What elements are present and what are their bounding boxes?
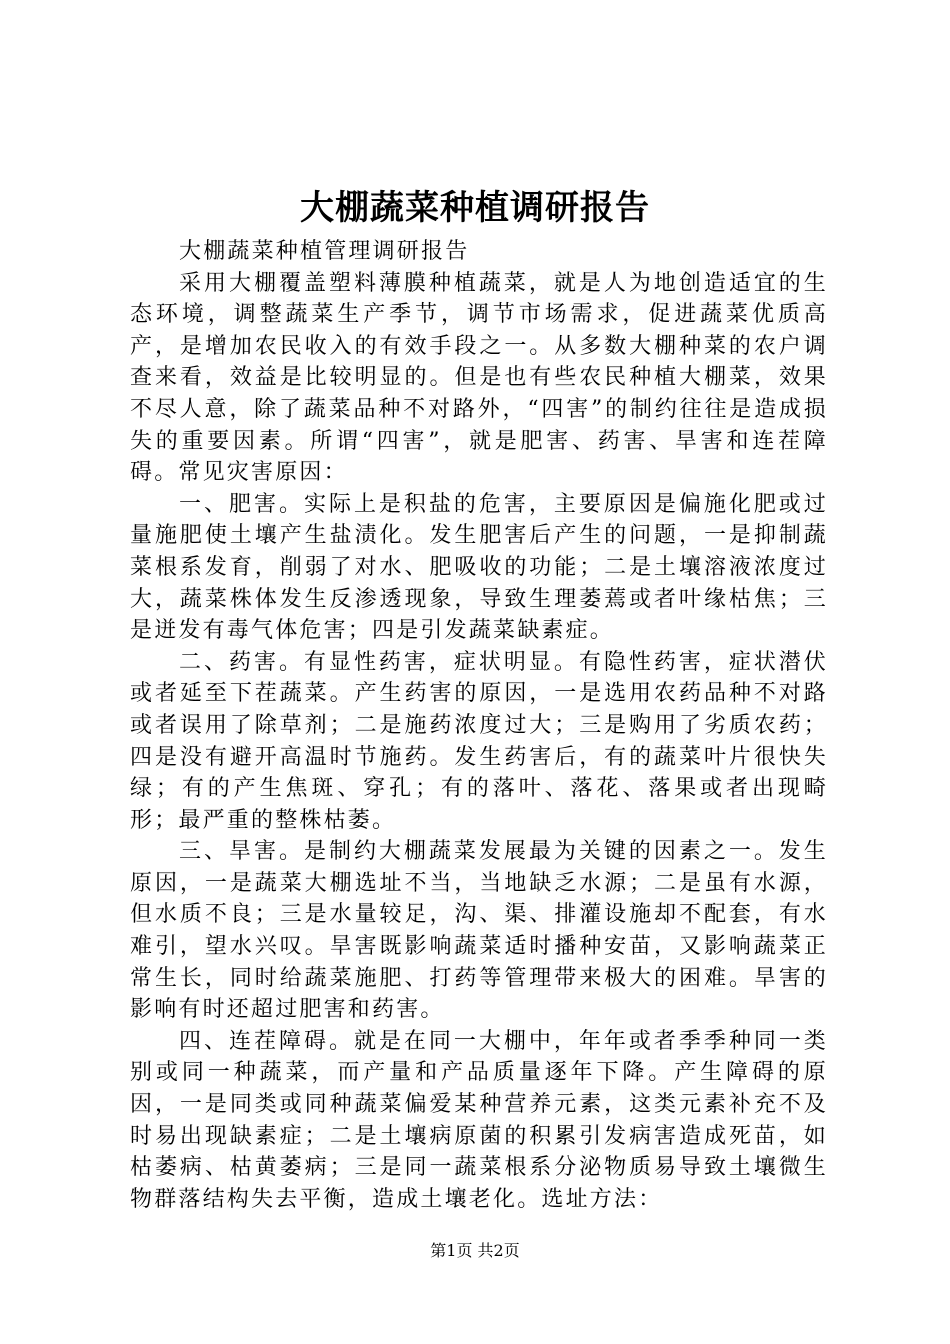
drought-damage-paragraph: 三、旱害。是制约大棚蔬菜发展最为关键的因素之一。发生原因，一是蔬菜大棚选址不当，当地缺乏水源；二是虽有水源，但水质不良；三是水量较足，沟、渠、排灌设施却不配套，有水难引，望水兴叹。旱害既影响蔬菜适时播种安苗，又影响蔬菜正常生长，同时给蔬菜施肥、打药等管理带来极大的困难。旱害的影响有时还超过肥害和药害。	[130, 839, 828, 1023]
fertilizer-damage-paragraph: 一、肥害。实际上是积盐的危害，主要原因是偏施化肥或过量施肥使土壤产生盐渍化。发生肥害后产生的问题，一是抑制蔬菜根系发育，削弱了对水、肥吸收的功能；二是土壤溶液浓度过大，蔬菜株体发生反渗透现象，导致生理萎蔫或者叶缘枯焦；三是迸发有毒气体危害；四是引发蔬菜缺素症。	[130, 491, 828, 644]
document-title: 大棚蔬菜种植调研报告	[300, 188, 650, 228]
pesticide-damage-paragraph: 二、药害。有显性药害，症状明显。有隐性药害，症状潜伏或者延至下茬蔬菜。产生药害的原因，一是选用农药品种不对路或者误用了除草剂；二是施药浓度过大；三是购用了劣质农药；四是没有避开高温时节施药。发生药害后，有的蔬菜叶片很快失绿；有的产生焦斑、穿孔；有的落叶、落花、落果或者出现畸形；最严重的整株枯萎。	[130, 649, 828, 833]
page-footer: 第1页 共2页	[430, 1241, 520, 1260]
document-body	[130, 236, 828, 1215]
continuous-cropping-paragraph: 四、连茬障碍。就是在同一大棚中，年年或者季季种同一类别或同一种蔬菜，而产量和产品质量逐年下降。产生障碍的原因，一是同类或同种蔬菜偏爱某种营养元素，这类元素补充不及时易出现缺素症；二是土壤病原菌的积累引发病害造成死苗，如枯萎病、枯黄萎病；三是同一蔬菜根系分泌物质易导致土壤微生物群落结构失去平衡，造成土壤老化。选址方法：	[130, 1028, 828, 1212]
subtitle-paragraph: 大棚蔬菜种植管理调研报告	[179, 239, 470, 264]
intro-paragraph: 采用大棚覆盖塑料薄膜种植蔬菜，就是人为地创造适宜的生态环境，调整蔬菜生产季节，调节市场需求，促进蔬菜优质高产，是增加农民收入的有效手段之一。从多数大棚种菜的农户调查来看，效益是比较明显的。但是也有些农民种植大棚菜，效果不尽人意，除了蔬菜品种不对路外，“四害”的制约往往是造成损失的重要因素。所谓“四害”，就是肥害、药害、旱害和连茬障碍。常见灾害原因：	[130, 270, 828, 486]
